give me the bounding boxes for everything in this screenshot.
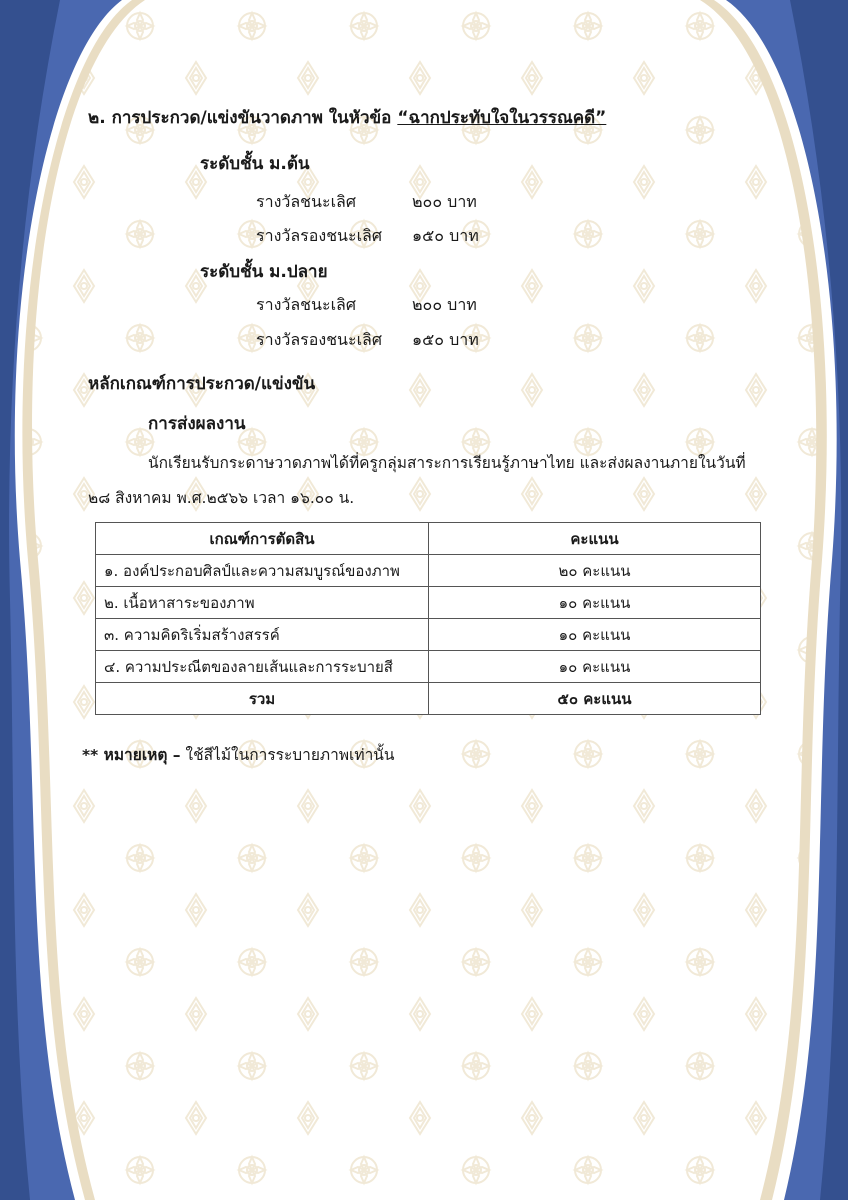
note-text: ใช้สีไม้ในการระบายภาพเท่านั้น bbox=[185, 746, 395, 764]
criteria-heading: หลักเกณฑ์การประกวด/แข่งขัน bbox=[88, 374, 316, 394]
column-header-criteria: เกณฑ์การตัดสิน bbox=[96, 523, 429, 555]
prize-name: รางวัลชนะเลิศ bbox=[256, 295, 356, 314]
prize-amount: ๒๐๐ บาท bbox=[412, 192, 477, 211]
total-label-cell: รวม bbox=[96, 683, 429, 715]
submission-text: นักเรียนรับกระดาษวาดภาพได้ที่ครูกลุ่มสาระการเรียนรู้ภาษาไทย และส่งผลงานภายในวันที่ ๒๘ สิงหาคม พ.ศ.๒๕๖๖ เวลา ๑๖.๐๐ น. bbox=[88, 454, 746, 507]
prize-name: รางวัลรองชนะเลิศ bbox=[256, 226, 383, 245]
table-row bbox=[96, 651, 761, 683]
note bbox=[82, 742, 394, 767]
score-cell: ๑๐ คะแนน bbox=[429, 651, 761, 683]
table-row bbox=[96, 587, 761, 619]
prize-name: รางวัลชนะเลิศ bbox=[256, 192, 356, 211]
section-title bbox=[88, 104, 606, 131]
criteria-table bbox=[95, 522, 761, 715]
score-cell: ๒๐ คะแนน bbox=[429, 555, 761, 587]
table-row bbox=[96, 555, 761, 587]
prize-amount: ๑๕๐ บาท bbox=[412, 330, 479, 349]
level-upper-secondary: ระดับชั้น ม.ปลาย bbox=[200, 262, 328, 282]
level-lower-secondary: ระดับชั้น ม.ต้น bbox=[200, 154, 310, 174]
criteria-cell: ๒. เนื้อหาสาระของภาพ bbox=[96, 587, 429, 619]
table-total-row bbox=[96, 683, 761, 715]
prize-name: รางวัลรองชนะเลิศ bbox=[256, 330, 383, 349]
score-cell: ๑๐ คะแนน bbox=[429, 619, 761, 651]
prize-row bbox=[256, 293, 536, 317]
criteria-cell: ๓. ความคิดริเริ่มสร้างสรรค์ bbox=[96, 619, 429, 651]
prize-row bbox=[256, 224, 536, 248]
section-number-title: ๒. การประกวด/แข่งขันวาดภาพ ในหัวข้อ bbox=[88, 108, 392, 128]
table-row bbox=[96, 619, 761, 651]
note-label: ** หมายเหตุ – bbox=[82, 746, 181, 764]
prize-amount: ๒๐๐ บาท bbox=[412, 295, 477, 314]
submission-heading: การส่งผลงาน bbox=[148, 414, 246, 434]
prize-row bbox=[256, 328, 536, 352]
column-header-score: คะแนน bbox=[429, 523, 761, 555]
prize-amount: ๑๕๐ บาท bbox=[412, 226, 479, 245]
total-score-cell: ๕๐ คะแนน bbox=[429, 683, 761, 715]
criteria-cell: ๔. ความประณีตของลายเส้นและการระบายสี bbox=[96, 651, 429, 683]
table-header-row bbox=[96, 523, 761, 555]
criteria-cell: ๑. องค์ประกอบศิลป์และความสมบูรณ์ของภาพ bbox=[96, 555, 429, 587]
score-cell: ๑๐ คะแนน bbox=[429, 587, 761, 619]
section-topic: “ฉากประทับใจในวรรณคดี” bbox=[397, 108, 607, 128]
prize-row bbox=[256, 190, 536, 214]
